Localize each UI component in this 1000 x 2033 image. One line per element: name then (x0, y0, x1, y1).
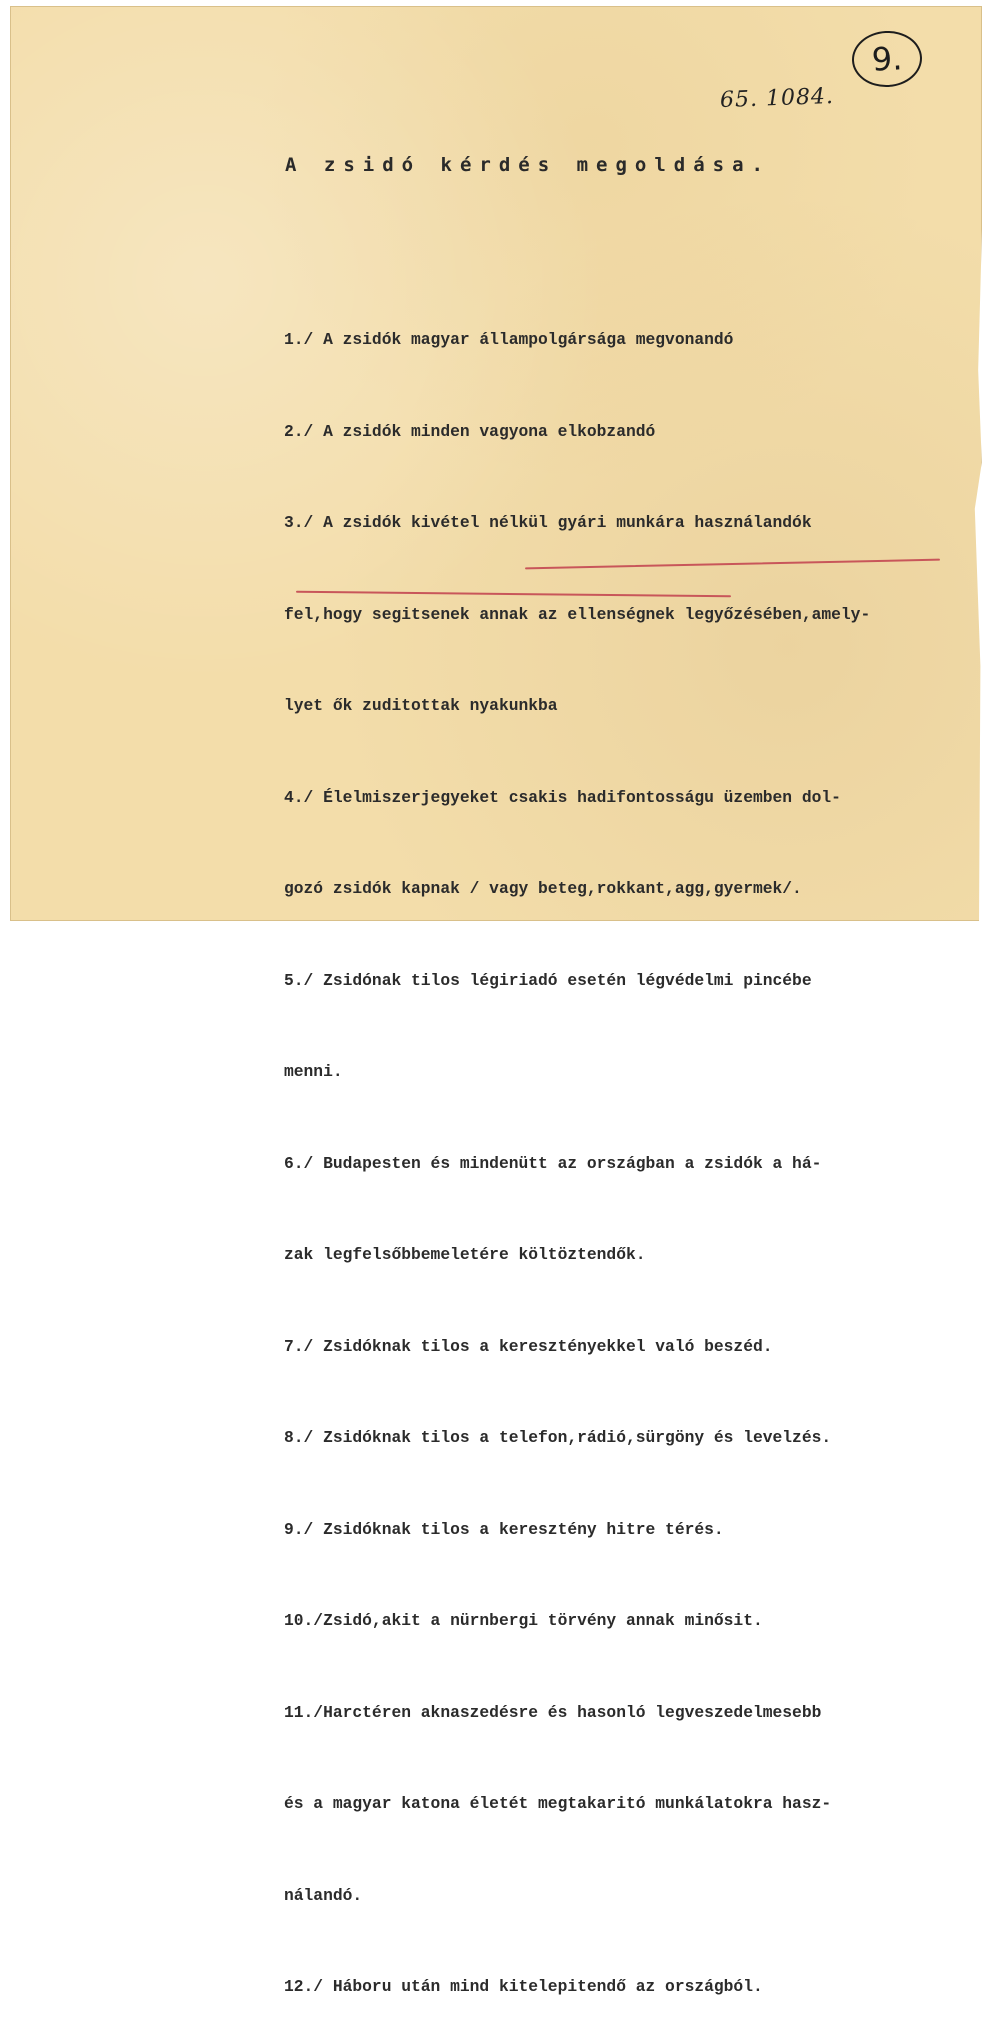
text-line: és a magyar katona életét megtakaritó munkálatokra hasz- (284, 1794, 832, 1813)
text-line: fel,hogy segitsenek annak az ellenségnek legyőzésében,amely- (284, 604, 871, 624)
text-line: 11./Harctéren aknaszedésre és hasonló legveszedelmesebb (284, 1702, 822, 1722)
text-line: nálandó. (284, 1885, 363, 1905)
text-line: menni. (284, 1062, 343, 1081)
text-line: lyet ők zuditottak nyakunkba (284, 696, 558, 715)
text-line: 2./ A zsidók minden vagyona elkobzandó (284, 421, 656, 441)
text-line: 7./ Zsidóknak tilos a keresztényekkel való beszéd. (284, 1336, 773, 1356)
text-line: 1./ A zsidók magyar állampolgársága megvonandó (284, 330, 734, 349)
text-line: 10./Zsidó,akit a nürnbergi törvény annak minősit. (284, 1611, 763, 1630)
text-line: 5./ Zsidónak tilos légiriadó esetén légvédelmi pincébe (284, 970, 812, 990)
text-line: 3./ A zsidók kivétel nélkül gyári munkára használandók (284, 513, 812, 532)
document-body (284, 264, 984, 2033)
text-line: 4./ Élelmiszerjegyeket csakis hadifontosságu üzemben dol- (284, 787, 841, 807)
text-line: 8./ Zsidóknak tilos a telefon,rádió,sürgöny és levelzés. (284, 1428, 832, 1447)
text-line: gozó zsidók kapnak / vagy beteg,rokkant,agg,gyermek/. (284, 879, 802, 898)
document-title: A zsidó kérdés megoldása. (285, 154, 771, 176)
text-line: 6./ Budapesten és mindenütt az országban a zsidók a há- (284, 1153, 822, 1173)
page-number: 9. (870, 39, 904, 79)
reference-number: 65. 1084. (719, 84, 835, 113)
text-line: 12./ Háboru után mind kitelepitendő az országból. (284, 1977, 763, 1996)
text-line: zak legfelsőbbemeletére költöztendők. (284, 1245, 646, 1264)
text-line: 9./ Zsidóknak tilos a keresztény hitre térés. (284, 1519, 724, 1539)
